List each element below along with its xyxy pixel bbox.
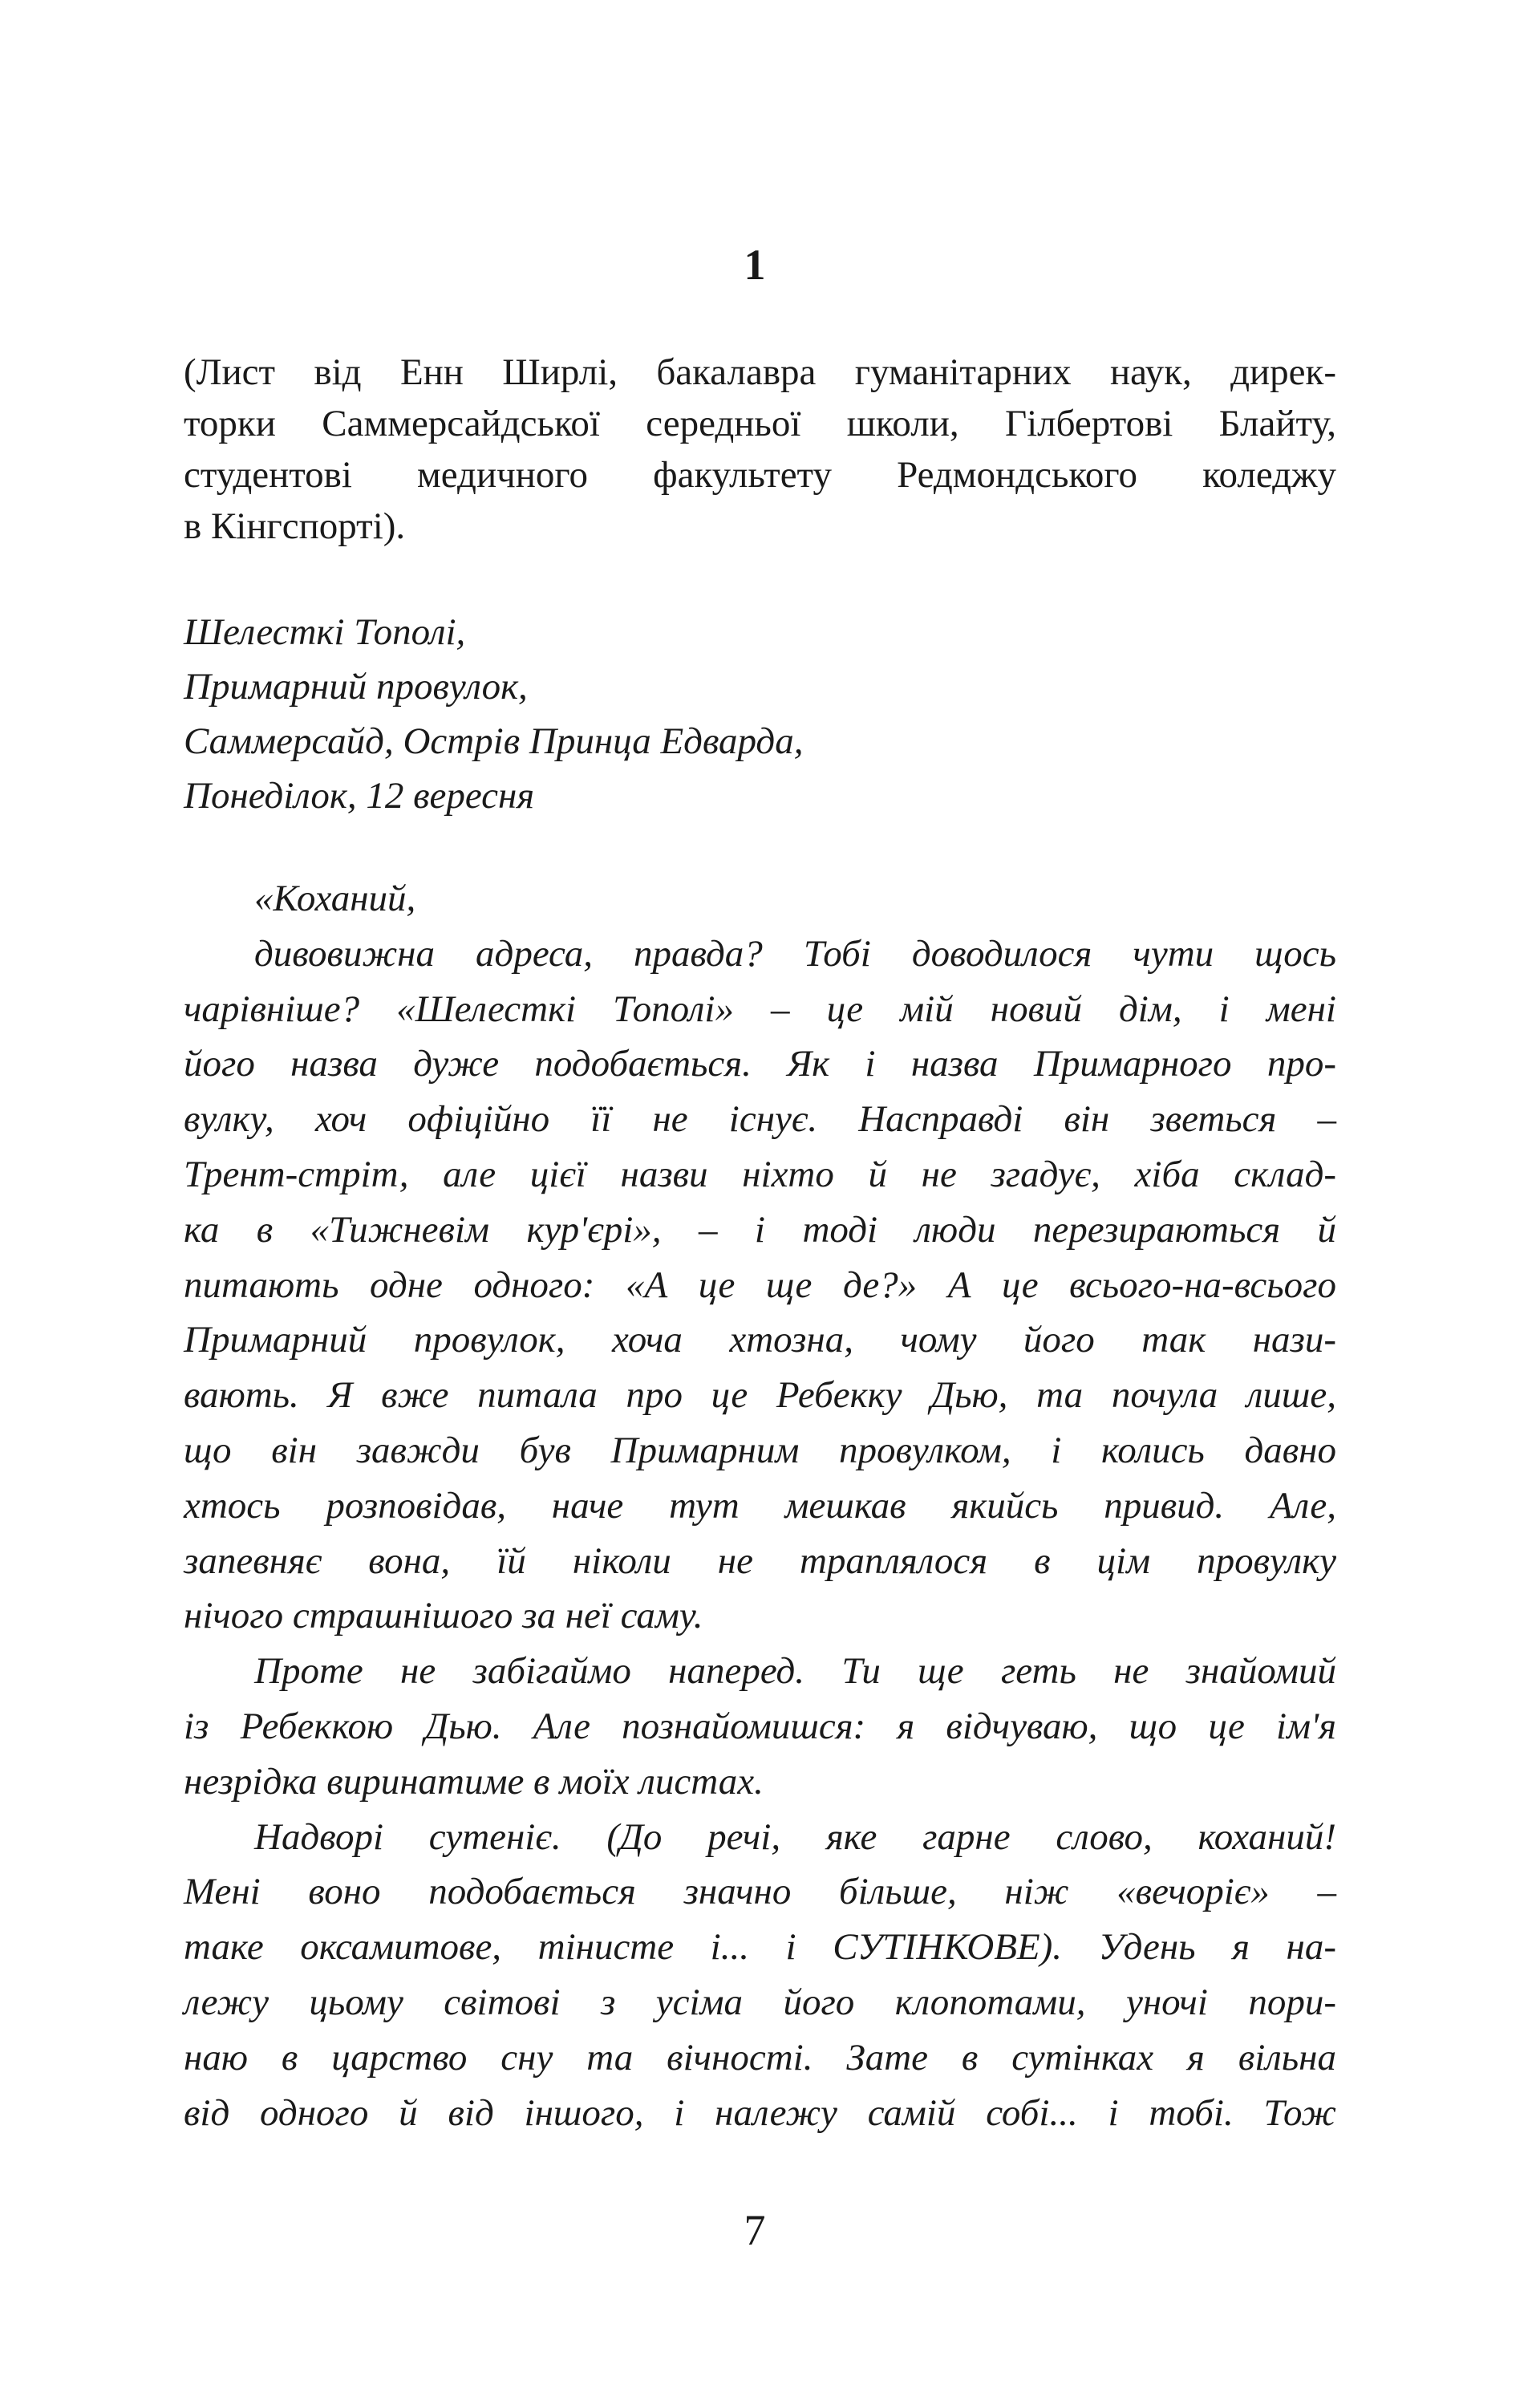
letter-line: вулку, хоч офіційно її не існує. Насправді він зветься –	[184, 1098, 1336, 1141]
letter-line: лежу цьому світові з усіма його клопотами, уночі пори-	[184, 1981, 1336, 2023]
address-line: Саммерсайд, Острів Принца Едварда,	[184, 720, 804, 762]
letter-line: Трент-стріт, але цієї назви ніхто й не згадує, хіба склад-	[184, 1153, 1336, 1195]
chapter-number: 1	[744, 241, 766, 289]
letter-line: дивовижна адреса, правда? Тобі доводилося чути щось	[254, 932, 1336, 975]
intro-line: торки Саммерсайдської середньої школи, Гілбертові Блайту,	[184, 403, 1336, 444]
letter-address	[184, 605, 1336, 823]
letter-body	[184, 871, 1336, 2140]
letter-line: із Ребеккою Дью. Але познайомишся: я відчуваю, що це ім'я	[184, 1705, 1336, 1747]
letter-line: незрідка виринатиме в моїх листах.	[184, 1760, 764, 1803]
letter-line: нічого страшнішого за неї саму.	[184, 1595, 703, 1637]
letter-line: запевняє вона, їй ніколи не траплялося в цім провулку	[184, 1539, 1336, 1582]
address-line: Примарний провулок,	[184, 666, 528, 708]
intro-paragraph	[184, 347, 1336, 552]
address-line: Шелесткі Тополі,	[184, 611, 466, 653]
letter-line: «Коханий,	[254, 878, 416, 919]
letter-line: що він завжди був Примарним провулком, і колись давно	[184, 1429, 1336, 1471]
intro-line: в Кінгспорті).	[184, 505, 406, 547]
letter-line: вають. Я вже питала про це Ребекку Дью, та почула лише,	[184, 1374, 1336, 1417]
letter-line: ка в «Тижневім кур'єрі», – і тоді люди перезираються й	[184, 1208, 1336, 1251]
letter-line: питають одне одного: «А це ще де?» А це всього-на-всього	[184, 1263, 1336, 1306]
letter-line: таке оксамитове, тінисте і... і СУТІНКОВЕ). Удень я на-	[184, 1926, 1336, 1969]
address-line: Понеділок, 12 вересня	[184, 775, 535, 817]
intro-line: (Лист від Енн Ширлі, бакалавра гуманітарних наук, дирек-	[184, 351, 1336, 393]
letter-line: хтось розповідав, наче тут мешкав якийсь привид. Але,	[184, 1484, 1336, 1527]
page-number: 7	[744, 2206, 766, 2254]
letter-line: наю в царство сну та вічності. Зате в сутінках я вільна	[184, 2036, 1336, 2079]
intro-line: студентові медичного факультету Редмондського коледжу	[184, 454, 1336, 496]
letter-line: від одного й від іншого, і належу самій собі... і тобі. Тож	[184, 2091, 1336, 2134]
letter-line: Примарний провулок, хоча хтозна, чому його так нази-	[184, 1319, 1336, 1361]
letter-line: чарівніше? «Шелесткі Тополі» – це мій новий дім, і мені	[184, 988, 1336, 1030]
letter-line: Надворі сутеніє. (До речі, яке гарне слово, коханий!	[254, 1815, 1336, 1858]
letter-line: Мені воно подобається значно більше, ніж «вечоріє» –	[184, 1871, 1336, 1913]
letter-line: Проте не забігаймо наперед. Ти ще геть не знайомий	[254, 1650, 1336, 1693]
letter-line: його назва дуже подобається. Як і назва Примарного про-	[184, 1043, 1336, 1085]
